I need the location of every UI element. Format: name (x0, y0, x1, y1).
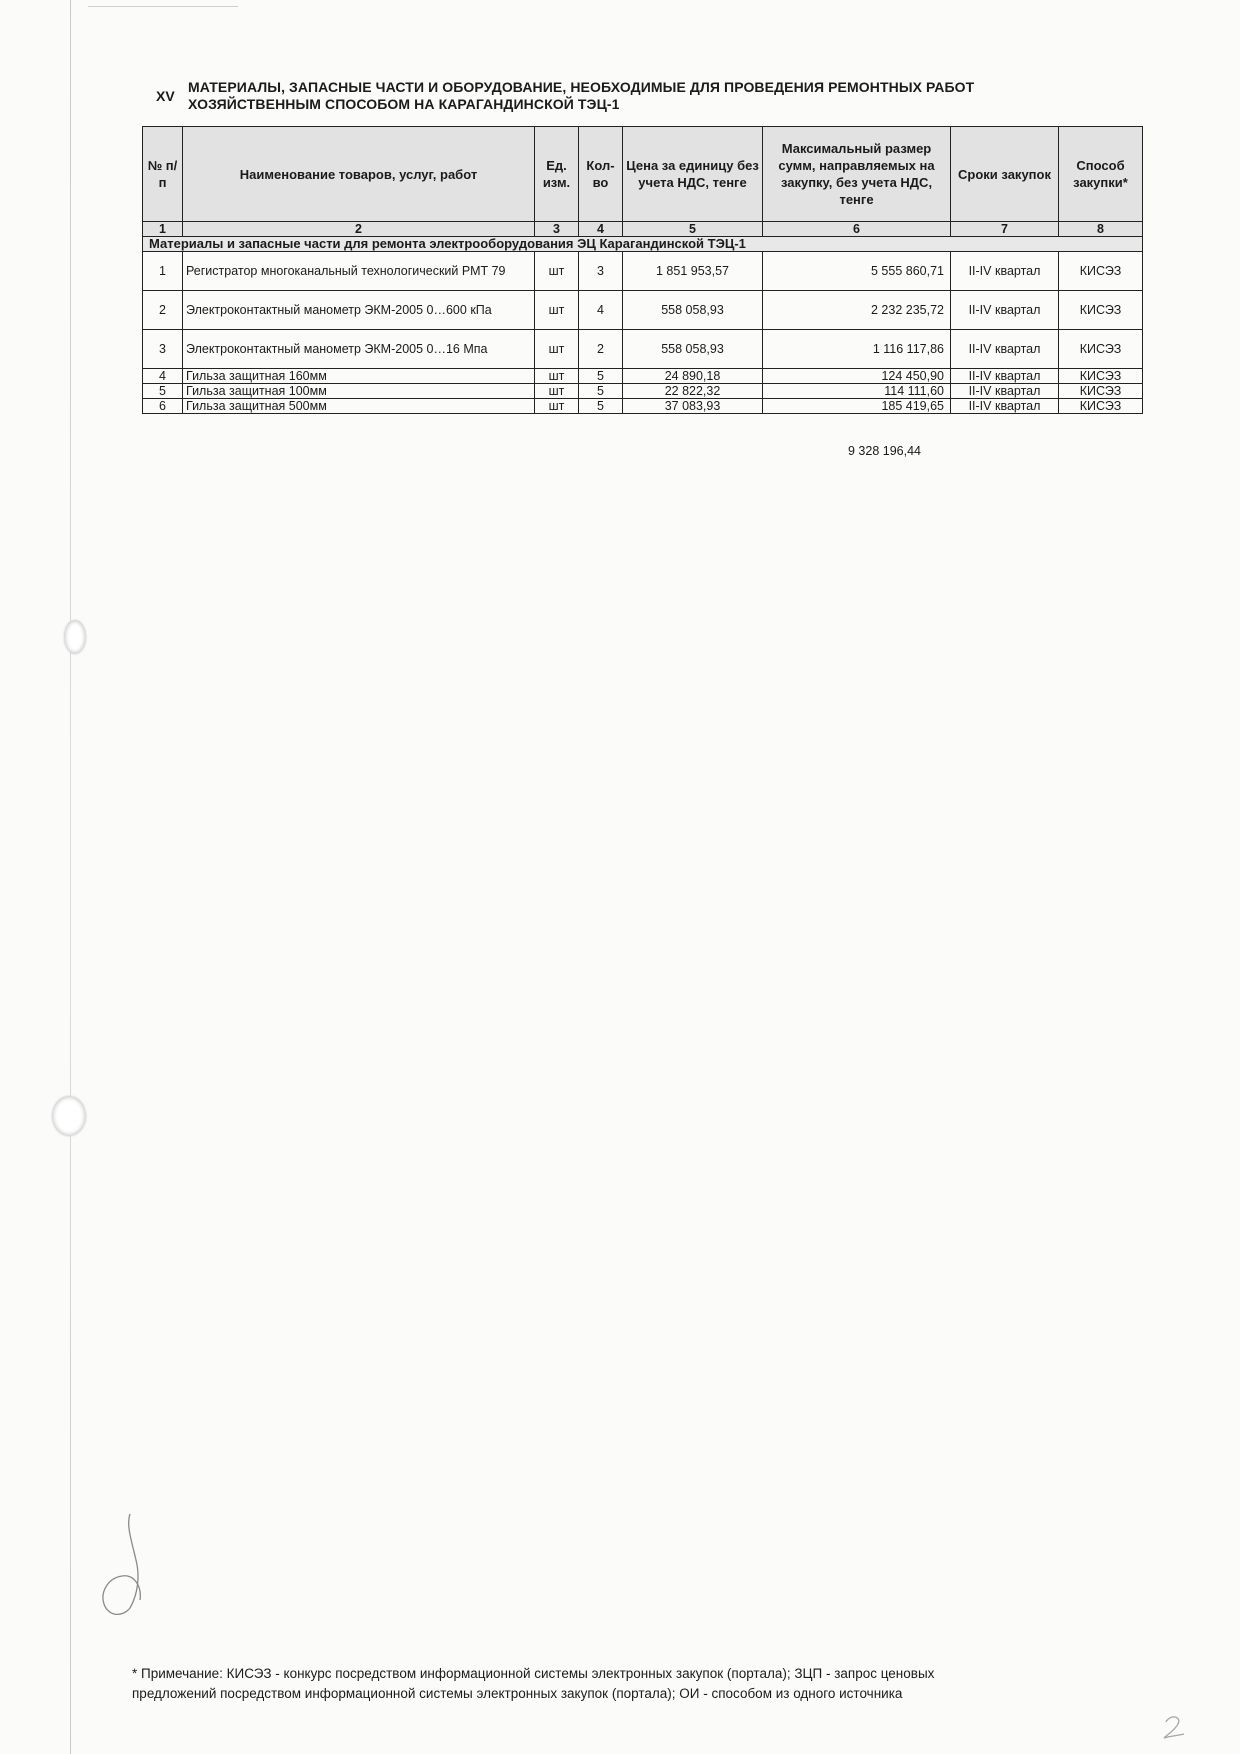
row-name: Регистратор многоканальный технологический РМТ 79 (183, 252, 535, 291)
row-num: 6 (143, 399, 183, 414)
section-title: Материалы и запасные части для ремонта электрооборудования ЭЦ Карагандинской ТЭЦ-1 (143, 237, 1143, 252)
row-qty: 3 (579, 252, 623, 291)
row-name: Гильза защитная 500мм (183, 399, 535, 414)
row-period: II-IV квартал (951, 291, 1059, 330)
row-amount: 124 450,90 (763, 369, 951, 384)
row-period: II-IV квартал (951, 252, 1059, 291)
col-header-num: № п/п (143, 127, 183, 222)
row-method: КИСЭЗ (1059, 369, 1143, 384)
row-name: Гильза защитная 100мм (183, 384, 535, 399)
row-period: II-IV квартал (951, 330, 1059, 369)
scan-edge (88, 6, 238, 7)
row-amount: 114 111,60 (763, 384, 951, 399)
row-amount: 1 116 117,86 (763, 330, 951, 369)
row-price: 37 083,93 (623, 399, 763, 414)
title-line-2: ХОЗЯЙСТВЕННЫМ СПОСОБОМ НА КАРАГАНДИНСКОЙ ТЭЦ-1 (188, 96, 620, 112)
column-number: 1 (143, 222, 183, 237)
row-num: 1 (143, 252, 183, 291)
row-qty: 5 (579, 384, 623, 399)
column-number: 5 (623, 222, 763, 237)
procurement-table (142, 126, 1143, 414)
punch-hole (52, 1096, 86, 1136)
row-num: 5 (143, 384, 183, 399)
table-row (143, 399, 1143, 414)
column-number: 2 (183, 222, 535, 237)
table-row (143, 369, 1143, 384)
column-number: 6 (763, 222, 951, 237)
section-row (143, 237, 1143, 252)
table-row (143, 291, 1143, 330)
col-header-amount: Максимальный размер сумм, направляемых на закупку, без учета НДС, тенге (763, 127, 951, 222)
row-num: 4 (143, 369, 183, 384)
row-unit: шт (535, 369, 579, 384)
table-row (143, 384, 1143, 399)
row-price: 22 822,32 (623, 384, 763, 399)
handwritten-page-mark (1160, 1712, 1188, 1740)
column-number: 4 (579, 222, 623, 237)
column-number: 8 (1059, 222, 1143, 237)
row-num: 2 (143, 291, 183, 330)
row-period: II-IV квартал (951, 399, 1059, 414)
row-amount: 5 555 860,71 (763, 252, 951, 291)
row-unit: шт (535, 384, 579, 399)
row-method: КИСЭЗ (1059, 330, 1143, 369)
row-period: II-IV квартал (951, 384, 1059, 399)
row-name: Гильза защитная 160мм (183, 369, 535, 384)
row-method: КИСЭЗ (1059, 252, 1143, 291)
row-price: 24 890,18 (623, 369, 763, 384)
row-unit: шт (535, 252, 579, 291)
table-row (143, 252, 1143, 291)
table-header-row (143, 127, 1143, 222)
footnote-line-1: * Примечание: КИСЭЗ - конкурс посредством информационной системы электронных закупок (портала); ЗЦП - запрос ценовых (132, 1666, 935, 1681)
row-qty: 5 (579, 399, 623, 414)
handwritten-signature (92, 1512, 162, 1622)
column-number: 3 (535, 222, 579, 237)
row-amount: 185 419,65 (763, 399, 951, 414)
scan-edge (70, 0, 71, 1754)
row-price: 558 058,93 (623, 291, 763, 330)
document-title (188, 79, 974, 113)
row-name: Электроконтактный манометр ЭКМ-2005 0…16 Мпа (183, 330, 535, 369)
row-price: 1 851 953,57 (623, 252, 763, 291)
row-unit: шт (535, 291, 579, 330)
col-header-unit: Ед. изм. (535, 127, 579, 222)
row-name: Электроконтактный манометр ЭКМ-2005 0…600 кПа (183, 291, 535, 330)
row-unit: шт (535, 330, 579, 369)
row-qty: 4 (579, 291, 623, 330)
punch-hole (64, 620, 86, 654)
footnote (132, 1664, 1112, 1704)
col-header-qty: Кол-во (579, 127, 623, 222)
grand-total: 9 328 196,44 (848, 444, 921, 458)
table-row (143, 330, 1143, 369)
row-price: 558 058,93 (623, 330, 763, 369)
column-number: 7 (951, 222, 1059, 237)
row-method: КИСЭЗ (1059, 399, 1143, 414)
row-qty: 2 (579, 330, 623, 369)
row-unit: шт (535, 399, 579, 414)
title-line-1: МАТЕРИАЛЫ, ЗАПАСНЫЕ ЧАСТИ И ОБОРУДОВАНИЕ, НЕОБХОДИМЫЕ ДЛЯ ПРОВЕДЕНИЯ РЕМОНТНЫХ РАБОТ (188, 79, 975, 95)
col-header-period: Сроки закупок (951, 127, 1059, 222)
col-header-price: Цена за единицу без учета НДС, тенге (623, 127, 763, 222)
col-header-method: Способ закупки* (1059, 127, 1143, 222)
row-num: 3 (143, 330, 183, 369)
col-header-name: Наименование товаров, услуг, работ (183, 127, 535, 222)
column-number-row (143, 222, 1143, 237)
row-method: КИСЭЗ (1059, 384, 1143, 399)
row-period: II-IV квартал (951, 369, 1059, 384)
row-method: КИСЭЗ (1059, 291, 1143, 330)
row-amount: 2 232 235,72 (763, 291, 951, 330)
section-number: XV (156, 88, 175, 104)
footnote-line-2: предложений посредством информационной системы электронных закупок (портала); ОИ - способом из одного источника (132, 1686, 903, 1701)
row-qty: 5 (579, 369, 623, 384)
